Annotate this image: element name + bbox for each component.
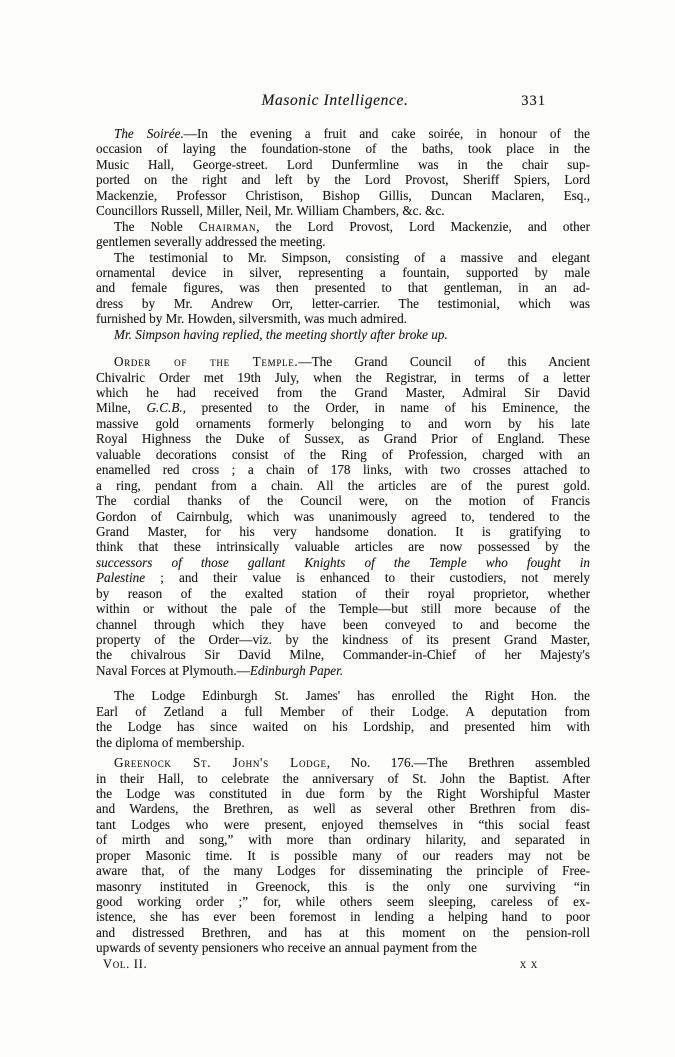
soiree-paragraph <box>96 126 590 219</box>
page-header <box>96 92 590 111</box>
text-line: ported on the right and left by the Lord Provost, Sheriff Spiers, Lord <box>96 172 590 188</box>
testimonial-paragraph <box>96 250 590 327</box>
chairman-paragraph <box>96 219 590 250</box>
text-line: masonry instituted in Greenock, this is the only one surviving “in <box>96 878 590 894</box>
text-line: tant Lodges who were present, enjoyed themselves in “this social feast <box>96 816 590 832</box>
text-line: good working order ;” for, while others seem sleeping, careless of ex- <box>96 894 590 909</box>
text-line: proper Masonic time. It is possible many of our readers may not be <box>96 847 590 863</box>
text-line: successors of those gallant Knights of the Temple who fought in <box>96 554 590 570</box>
text-line: Greenock St. John's Lodge, No. 176.—The Brethren assembled <box>114 755 590 771</box>
text-line: occasion of laying the foundation-stone of the baths, took place in the <box>96 141 590 157</box>
text-line: The testimonial to Mr. Simpson, consisting of a massive and elegant <box>114 249 590 265</box>
text-line: Mr. Simpson having replied, the meeting shortly after broke up. <box>114 326 448 342</box>
text-line: which he had received from the Grand Master, Admiral Sir David <box>96 385 590 400</box>
text-line: The Soirée.—In the evening a fruit and cake soirée, in honour of the <box>114 126 590 141</box>
text-line: The Noble Chairman, the Lord Provost, Lord Mackenzie, and other <box>114 218 590 234</box>
text-line: the diploma of membership. <box>96 734 245 750</box>
text-line: Music Hall, George-street. Lord Dunfermline was in the chair sup- <box>96 156 590 172</box>
text-line: and distressed Brethren, and has at this moment on the pension-roll <box>96 924 590 940</box>
text-line: property of the Order—viz. by the kindness of its present Grand Master, <box>96 632 590 647</box>
text-block <box>96 92 590 972</box>
running-title: Masonic Intelligence. <box>261 92 409 109</box>
text-line: upwards of seventy pensioners who receive an annual payment from the <box>96 940 477 956</box>
text-line: and female figures, was then presented to that gentleman, in an ad- <box>96 280 590 296</box>
text-line: Mackenzie, Professor Christison, Bishop Gillis, Duncan Maclaren, Esq., <box>96 187 590 203</box>
lodge-edinburgh-paragraph <box>96 688 590 750</box>
text-line: dress by Mr. Andrew Orr, letter-carrier. The testimonial, which was <box>96 295 590 311</box>
text-line: Milne, G.C.B., presented to the Order, in name of his Eminence, the <box>96 400 590 416</box>
text-line: the Lodge was constituted in due form by the Right Worshipful Master <box>96 785 590 801</box>
text-line: in their Hall, to celebrate the anniversary of St. John the Baptist. After <box>96 770 590 786</box>
text-line: Councillors Russell, Miller, Neil, Mr. William Chambers, &c. &c. <box>96 203 445 219</box>
text-line: a ring, pendant from a chain. All the articles are of the purest gold. <box>96 477 590 493</box>
text-line: of mirth and song,” with more than ordinary hilarity, and separated in <box>96 832 590 848</box>
text-line: Palestine ; and their value is enhanced to their custodiers, not merely <box>96 570 590 586</box>
text-line: Chivalric Order met 19th July, when the Registrar, in terms of a letter <box>96 369 590 385</box>
order-of-the-temple-paragraph <box>96 354 590 678</box>
text-line: ornamental device in silver, representing a fountain, supported by male <box>96 264 590 280</box>
text-line: The Lodge Edinburgh St. James' has enrolled the Right Hon. the <box>114 688 590 704</box>
text-line: Earl of Zetland a full Member of their Lodge. A deputation from <box>96 703 590 719</box>
text-line: gentlemen severally addressed the meeting. <box>96 234 326 250</box>
text-line: aware that, of the many Lodges for disseminating the principle of Free- <box>96 863 590 879</box>
text-line: Grand Master, for his very handsome donation. It is gratifying to <box>96 523 590 539</box>
text-line: Order of the Temple.—The Grand Council of this Ancient <box>114 354 591 370</box>
text-line: Gordon of Cairnbulg, which was unanimously agreed to, tendered to the <box>96 508 590 524</box>
document-body <box>96 126 590 956</box>
text-line: The cordial thanks of the Council were, on the motion of Francis <box>96 493 590 509</box>
text-line: by reason of the exalted station of their royal proprietor, whether <box>96 585 590 601</box>
page-number: 331 <box>521 93 546 109</box>
greenock-lodge-paragraph <box>96 755 590 956</box>
volume-label: Vol. II. <box>103 956 148 971</box>
text-line: the Lodge has since waited on his Lordship, and presented him with <box>96 719 590 735</box>
text-line: and Wardens, the Brethren, as well as several other Brethren from dis- <box>96 801 590 817</box>
text-line: the chivalrous Sir David Milne, Commander-in-Chief of her Majesty's <box>96 647 590 663</box>
text-line: furnished by Mr. Howden, silversmith, was much admired. <box>96 311 407 327</box>
text-line: within or without the pale of the Temple—but still more because of the <box>96 601 590 617</box>
text-line: Royal Highness the Duke of Sussex, as Grand Prior of England. These <box>96 431 590 447</box>
text-line: channel through which they have been conveyed to and become the <box>96 616 590 632</box>
text-line: istence, she has ever been foremost in lending a helping hand to poor <box>96 909 590 925</box>
text-line: valuable decorations consist of the Ring of Profession, charged with an <box>96 446 590 462</box>
signature-mark: x x <box>519 956 538 971</box>
reply-paragraph <box>96 327 590 342</box>
text-line: enamelled red cross ; a chain of 178 links, with two crosses attached to <box>96 462 590 478</box>
text-line: think that these intrinsically valuable articles are now possessed by the <box>96 539 590 555</box>
page-footer <box>96 957 590 972</box>
text-line: massive gold ornaments formerly belonging to and worn by his late <box>96 415 590 431</box>
text-line: Naval Forces at Plymouth.—Edinburgh Paper. <box>96 662 344 678</box>
